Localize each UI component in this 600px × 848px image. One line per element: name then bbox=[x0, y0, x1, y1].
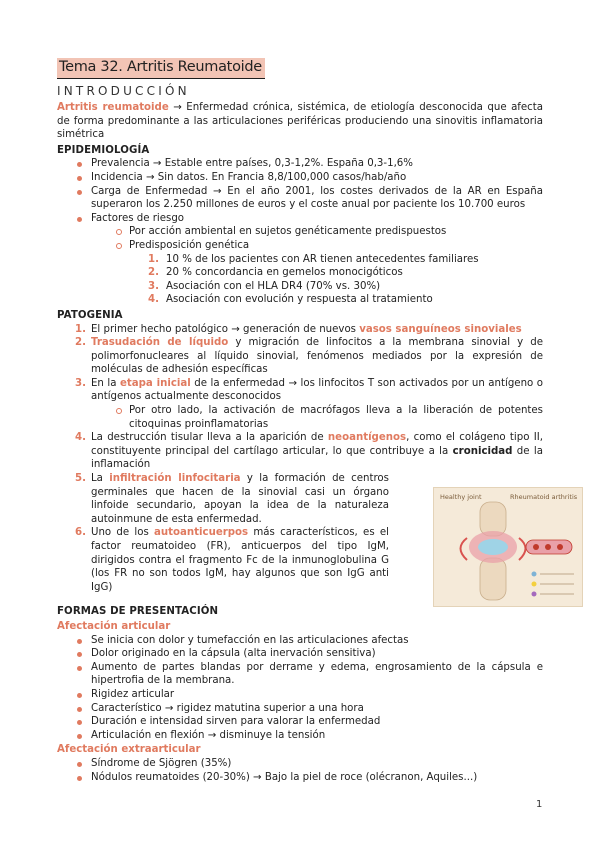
patogenia-heading: PATOGENIA bbox=[57, 309, 123, 321]
list-item: Se inicia con dolor y tumefacción en las articulaciones afectas bbox=[57, 634, 543, 648]
list-item: Por acción ambiental en sujetos genéticamente predispuestos bbox=[57, 225, 543, 239]
list-item: 5. La infiltración linfocitaria y la formación de centros germinales que hacen de la sinovial casi un órgano linfoide secundario, apoyan la idea de la naturaleza autoinmune de esta enfermedad. bbox=[75, 473, 389, 525]
list-item: Factores de riesgo bbox=[57, 212, 543, 226]
list-item: Aumento de partes blandas por derrame y edema, engrosamiento de la cápsula e hipertrofia de la membrana. bbox=[57, 661, 543, 688]
factores-list bbox=[57, 225, 543, 252]
document-body bbox=[57, 101, 543, 784]
joint-illustration-svg bbox=[434, 488, 584, 608]
cell-dot bbox=[533, 544, 539, 550]
healthy-joint-label: Healthy joint bbox=[440, 493, 482, 501]
epidemiologia-list bbox=[57, 157, 543, 225]
list-item: Dolor originado en la cápsula (alta inervación sensitiva) bbox=[57, 647, 543, 661]
intro-text: → Enfermedad crónica, sistémica, de etiología desconocida que afecta de forma predominante a las articulaciones periféricas produciendo una sinovitis inflamatoria simétrica bbox=[57, 102, 544, 141]
list-item: Característico → rigidez matutina superior a una hora bbox=[57, 702, 543, 716]
list-item: Articulación en flexión → disminuye la tensión bbox=[57, 729, 543, 743]
list-item: Síndrome de Sjögren (35%) bbox=[57, 757, 543, 771]
list-item: 4. Asociación con evolución y respuesta al tratamiento bbox=[148, 294, 433, 306]
title-block bbox=[57, 58, 265, 79]
list-item: Rigidez articular bbox=[57, 688, 543, 702]
intro-paragraph bbox=[57, 101, 543, 142]
extra-list bbox=[57, 757, 543, 784]
list-item: 2. Trasudación de líquido y migración de linfocitos a la membrana sinovial y de polimorfonucleares al líquido sinovial, fenómenos mediados por la expresión de moléculas de adhesión específicas bbox=[75, 337, 543, 376]
cell-dot bbox=[545, 544, 551, 550]
list-item: 3. En la etapa inicial de la enfermedad → los linfocitos T son activados por un antígeno o antígenos actualmente desconocidos Por otro lado, la activación de macrófagos lleva a la liberación de potentes citoquinas proinflamatorias bbox=[75, 377, 543, 430]
upper-bone bbox=[480, 502, 506, 536]
synovial-fluid-shape bbox=[478, 539, 508, 555]
legend-dot bbox=[532, 572, 537, 577]
epidemiologia-heading: EPIDEMIOLOGÍA bbox=[57, 144, 150, 156]
geneticos-list bbox=[57, 253, 543, 307]
inflamed-tissue-shape bbox=[461, 538, 468, 560]
cell-dot bbox=[557, 544, 563, 550]
list-item: Nódulos reumatoides (20-30%) → Bajo la piel de roce (olécranon, Aquiles...) bbox=[57, 771, 543, 785]
joint-illustration bbox=[433, 487, 583, 607]
list-item: Prevalencia → Estable entre países, 0,3-1,2%. España 0,3-1,6% bbox=[57, 157, 543, 171]
inflamed-tissue-shape bbox=[519, 538, 526, 560]
list-item: 1. El primer hecho patológico → generación de nuevos vasos sanguíneos sinoviales bbox=[75, 323, 522, 335]
legend-dot bbox=[532, 592, 537, 597]
list-item: 3. Asociación con el HLA DR4 (70% vs. 30%) bbox=[148, 280, 381, 292]
extra-heading: Afectación extraarticular bbox=[57, 744, 201, 756]
lower-bone bbox=[480, 558, 506, 600]
articular-list bbox=[57, 634, 543, 743]
list-item: 4. La destrucción tisular lleva a la aparición de neoantígenos, como el colágeno tipo II, constituyente principal del cartílago articular, lo que contribuye a la cronicidad de la inflamación bbox=[75, 432, 543, 471]
intro-term: Artritis reumatoide bbox=[57, 102, 169, 113]
list-item: Predisposición genética bbox=[57, 239, 543, 253]
list-item: Por otro lado, la activación de macrófagos lleva a la liberación de potentes citoquinas proinflamatorias bbox=[91, 404, 543, 431]
list-item: 1. 10 % de los pacientes con AR tienen antecedentes familiares bbox=[148, 253, 479, 265]
intro-heading: INTRODUCCIÓN bbox=[57, 84, 190, 98]
list-item: Duración e intensidad sirven para valorar la enfermedad bbox=[57, 715, 543, 729]
list-item: Carga de Enfermedad → En el año 2001, los costes derivados de la AR en España superaron los 2.250 millones de euros y el coste anual por paciente los 10.700 euros bbox=[57, 185, 543, 212]
articular-heading: Afectación articular bbox=[57, 620, 171, 632]
page-number: 1 bbox=[536, 799, 543, 810]
list-item: 2. 20 % concordancia en gemelos monocigóticos bbox=[148, 267, 403, 279]
ra-joint-label: Rheumatoid arthritis bbox=[510, 493, 578, 501]
list-item: Incidencia → Sin datos. En Francia 8,8/100,000 casos/hab/año bbox=[57, 171, 543, 185]
legend-dot bbox=[532, 582, 537, 587]
sub-list bbox=[91, 404, 543, 431]
formas-heading: FORMAS DE PRESENTACIÓN bbox=[57, 606, 219, 618]
list-item: 6. Uno de los autoanticuerpos más característicos, es el factor reumatoideo (FR), anticuerpos del tipo IgM, dirigidos contra el fragmento Fc de la inmunoglobulina G (los FR no son todos IgM, hay algunos que son IgG anti IgG) bbox=[75, 527, 389, 593]
page-title: Tema 32. Artritis Reumatoide bbox=[57, 58, 265, 79]
